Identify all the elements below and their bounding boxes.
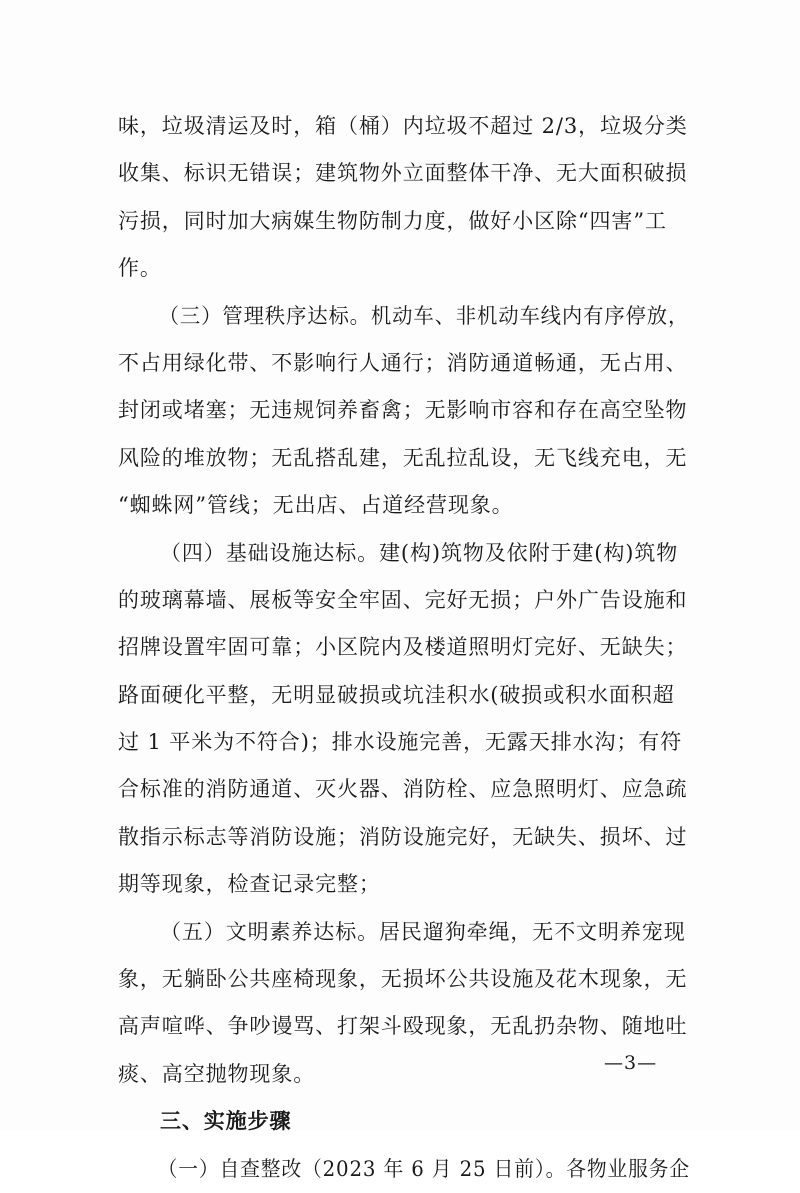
paragraph-line: 封闭或堵塞；无违规饲养畜禽；无影响市容和存在高空坠物 xyxy=(118,398,688,423)
document-body xyxy=(118,103,690,1193)
section-heading: 三、实施步骤 xyxy=(160,1109,292,1134)
paragraph-line: 过 1 平米为不符合)；排水设施完善，无露天排水沟；有符 xyxy=(118,730,683,755)
paragraph-line: 期等现象，检查记录完整； xyxy=(118,872,381,897)
paragraph-line: （三）管理秩序达标。机动车、非机动车线内有序停放， xyxy=(158,303,690,328)
paragraph-line: 高声喧哗、争吵谩骂、打架斗殴现象，无乱扔杂物、随地吐 xyxy=(118,1014,688,1039)
paragraph-line: （五）文明素养达标。居民遛狗牵绳，无不文明养宠现 xyxy=(160,919,686,944)
paragraph-line: 的玻璃幕墙、展板等安全牢固、完好无损；户外广告设施和 xyxy=(118,587,688,612)
paragraph-line: 合标准的消防通道、灭火器、消防栓、应急照明灯、应急疏 xyxy=(118,777,688,802)
paragraph-line: 风险的堆放物；无乱搭乱建，无乱拉乱设，无飞线充电，无 xyxy=(118,445,688,470)
paragraph-line: 作。 xyxy=(118,256,162,281)
paragraph-line: 污损，同时加大病媒生物防制力度，做好小区除“四害”工 xyxy=(118,208,667,233)
paragraph-line: 收集、标识无错误；建筑物外立面整体干净、无大面积破损 xyxy=(118,161,688,186)
page-number: —3— xyxy=(604,1052,658,1074)
paragraph-line: 味，垃圾清运及时，箱（桶）内垃圾不超过 2/3，垃圾分类 xyxy=(118,114,688,138)
paragraph-line: 痰、高空抛物现象。 xyxy=(118,1061,316,1086)
paragraph-line: 不占用绿化带、不影响行人通行；消防通道畅通，无占用、 xyxy=(118,350,688,375)
paragraph-line: （一）自查整改（2023 年 6 月 25 日前）。各物业服务企 xyxy=(157,1156,690,1181)
paragraph-line: 路面硬化平整，无明显破损或坑洼积水(破损或积水面积超 xyxy=(118,682,675,707)
paragraph-line: 象，无躺卧公共座椅现象，无损坏公共设施及花木现象，无 xyxy=(118,967,688,992)
paragraph-line: “蜘蛛网”管线；无出店、占道经营现象。 xyxy=(118,493,514,518)
paragraph-line: 散指示标志等消防设施；消防设施完好，无缺失、损坏、过 xyxy=(118,824,688,849)
paragraph-line: （四）基础设施达标。建(构)筑物及依附于建(构)筑物 xyxy=(160,540,679,565)
paragraph-line: 招牌设置牢固可靠；小区院内及楼道照明灯完好、无缺失； xyxy=(118,635,688,660)
